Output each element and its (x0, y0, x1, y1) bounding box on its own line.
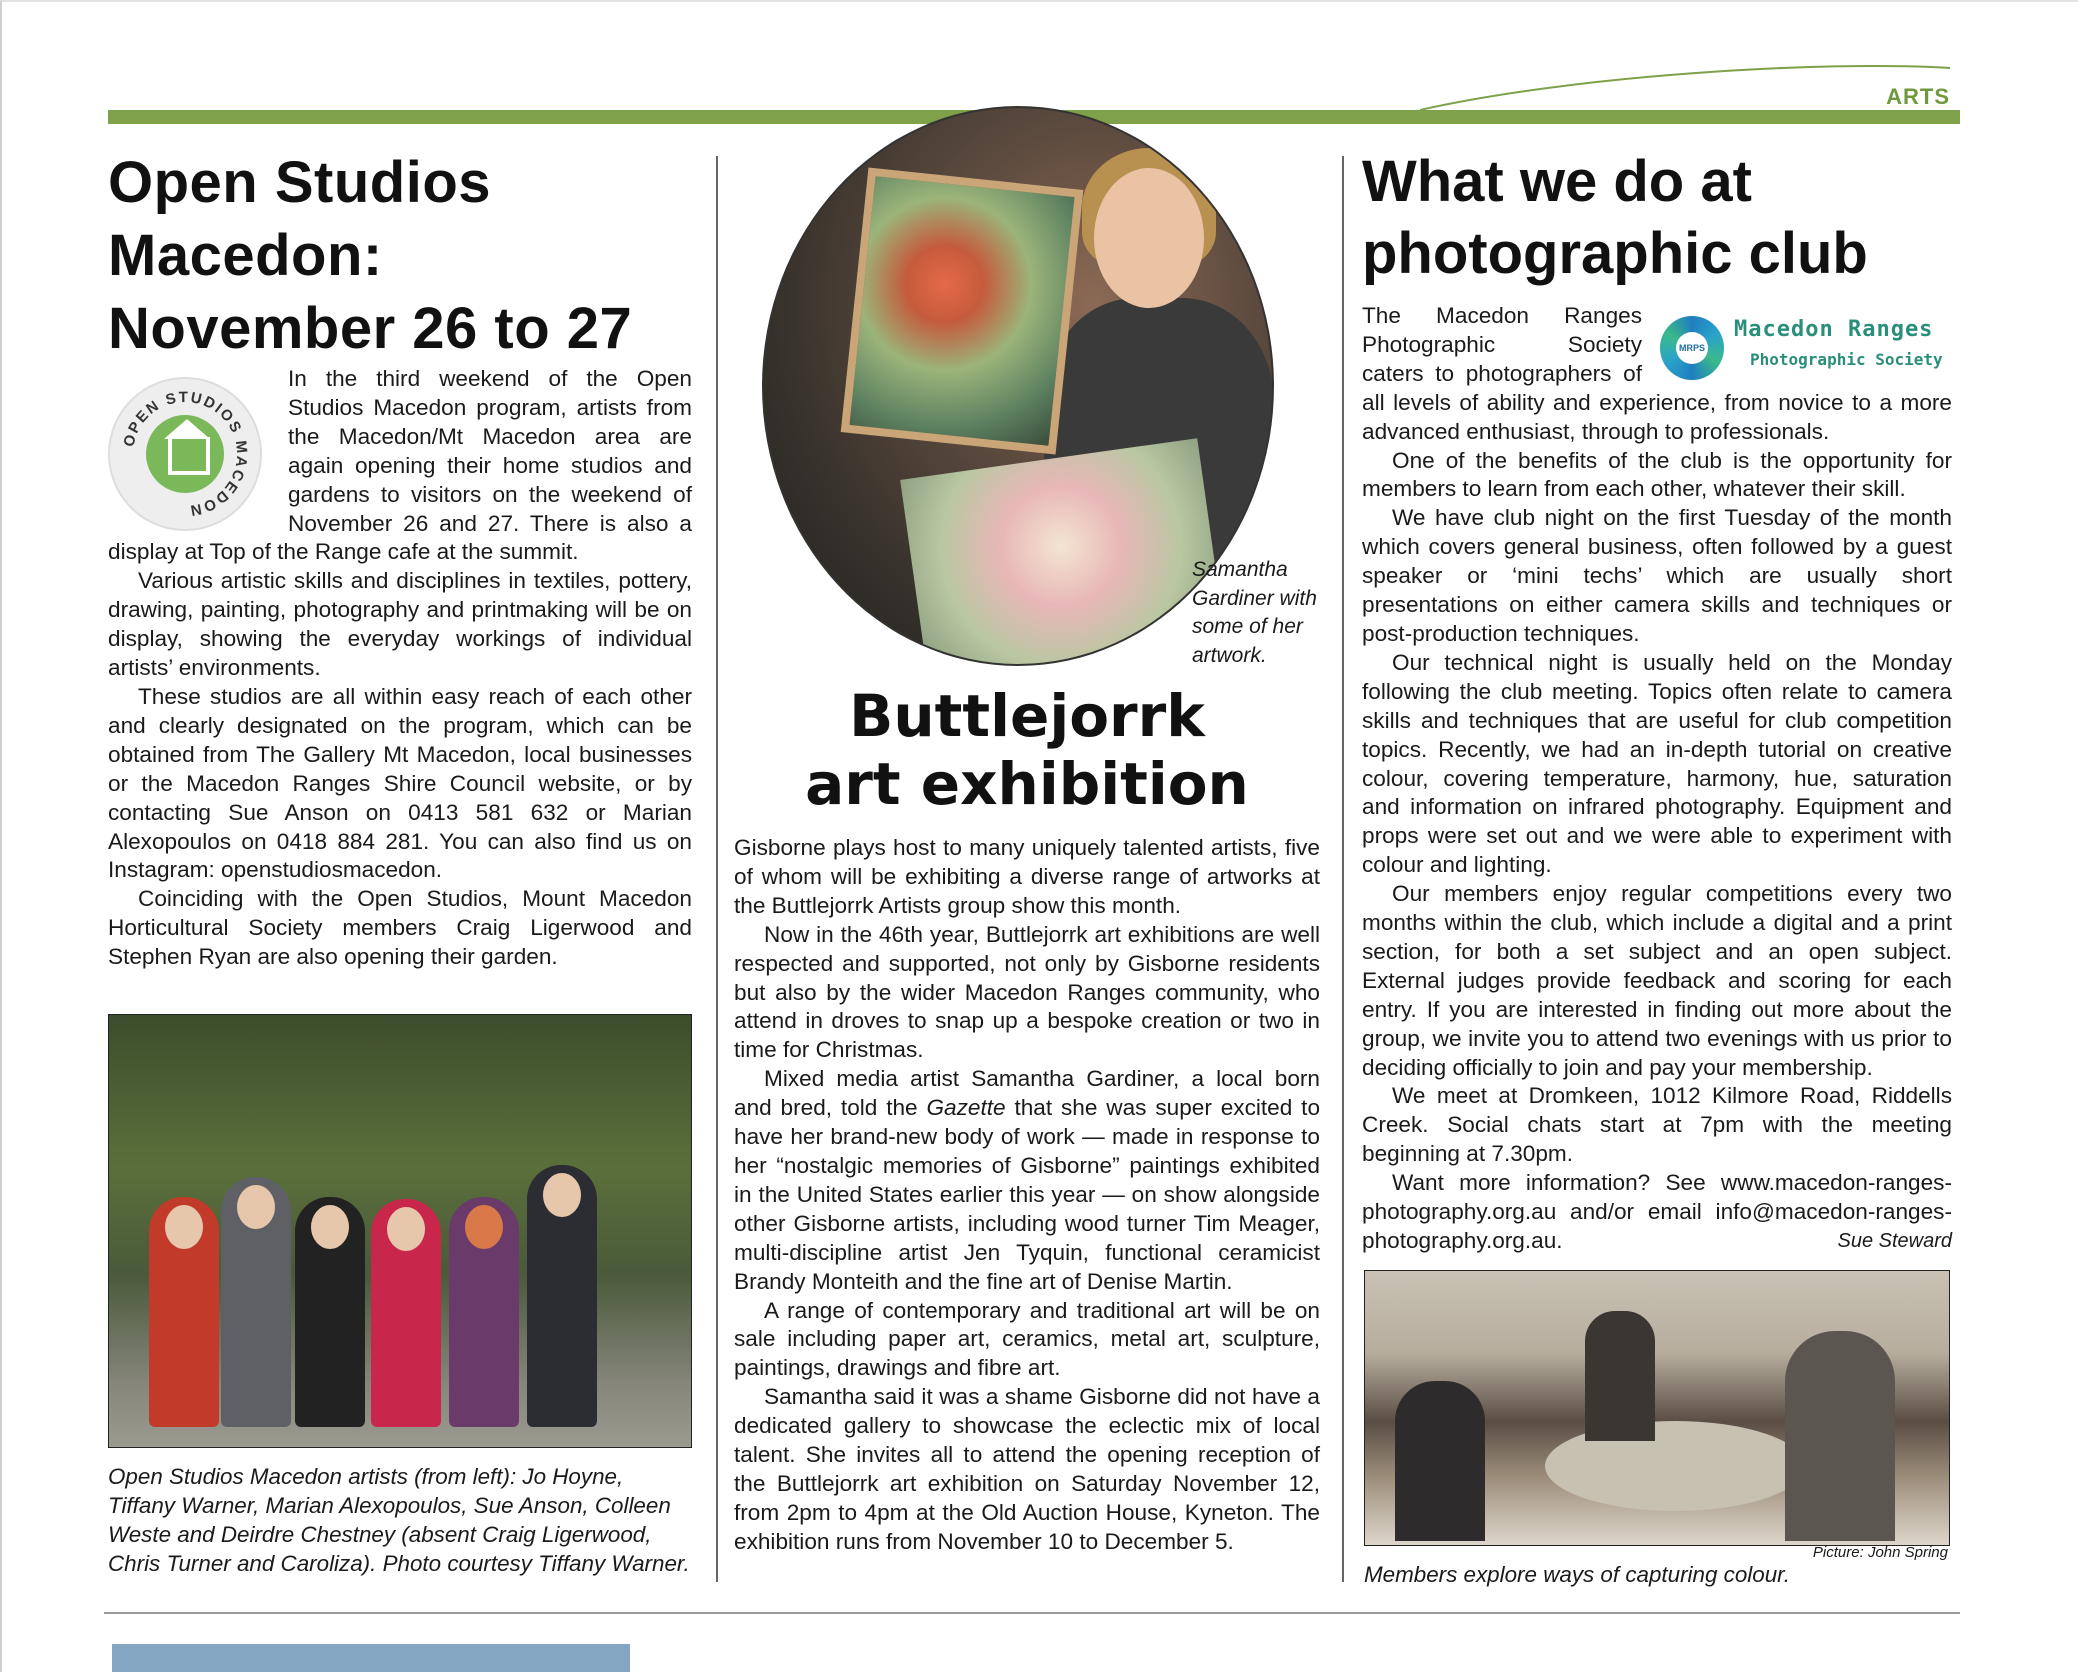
photo-caption: Samantha Gardiner with some of her artwork. (1192, 558, 1317, 667)
paragraph: Our technical night is usually held on the Monday following the club meeting. Topics often relate to camera skills and techniques that are useful for club competition topics. Recently, we had an in-depth tutorial on creative colour, covering temperature, harmony, hue, saturation and information on infrared photography. Equipment and props were set out and we were able to experiment with colour and lighting. (1362, 649, 1952, 878)
paragraph: In the third weekend of the Open Studios Macedon program, artists from the Macedon/Mt Macedon area are again opening their home studios and gardens to visitors on the weekend of November 26 and 27. There is also a display at Top of the Range cafe at the summit. (108, 366, 692, 565)
paragraph: Now in the 46th year, Buttlejorrk art exhibitions are well respected and supported, not only by Gisborne residents but also by the wider Macedon Ranges community, who attend in droves to snap up a bespoke creation or two in time for Christmas. (734, 921, 1320, 1063)
photo-credit: Picture: John Spring (1812, 1544, 1948, 1561)
paragraph: Want more information? See www.macedon-ranges-photography.org.au and/or email info@macedon-ranges-photography.org.au. (1362, 1170, 1952, 1253)
paragraph: One of the benefits of the club is the opportunity for members to learn from each other, whatever their skill. (1362, 447, 1952, 502)
paragraph: Our members enjoy regular competitions every two months within the club, which include a digital and a print section, for both a set subject and an open subject. External judges provide feedback and scoring for each entry. If you are interested in finding out more about the group, we invite you to attend two evenings with us prior to deciding officially to join and pay your membership. (1362, 881, 1952, 1080)
photo-caption: Members explore ways of capturing colour. (1364, 1562, 1791, 1587)
paragraph: We meet at Dromkeen, 1012 Kilmore Road, Riddells Creek. Social chats start at 7pm with the meeting beginning at 7.30pm. (1362, 1083, 1952, 1167)
paragraph: Various artistic skills and disciplines in textiles, pottery, drawing, painting, photography and printmaking will be on display, showing the everyday workings of individual artists’ environments. (108, 568, 692, 681)
mrps-logo: MRPS Macedon Ranges Photographic Society (1660, 302, 1952, 382)
article-photographic-club (1362, 146, 1952, 1256)
article-title: Buttlejorrk art exhibition (805, 682, 1249, 818)
bottom-rule (104, 1612, 1960, 1614)
column-divider-2 (1342, 156, 1344, 1582)
paragraph: The Macedon Ranges Photographic Society caters to photographers of all levels of ability and experience, from novice to a more advanced enthusiast, through to professionals. (1362, 303, 1952, 444)
paragraph: These studios are all within easy reach of each other and clearly designated on the program, which can be obtained from The Gallery Mt Macedon, local businesses or the Macedon Ranges Shire Council website, or by contacting Sue Anson on 0413 581 632 or Marian Alexopoulos on 0418 884 281. You can also find us on Instagram: openstudiosmacedon. (108, 683, 692, 883)
paragraph: Coinciding with the Open Studios, Mount Macedon Horticultural Society members Craig Ligerwood and Stephen Ryan are also opening their garden. (108, 886, 692, 970)
header-swoosh (1420, 56, 1960, 116)
photo-caption: Open Studios Macedon artists (from left): Jo Hoyne, Tiffany Warner, Marian Alexopoulos, Sue Anson, Colleen Weste and Deirdre Chestney (absent Craig Ligerwood, Chris Turner and Caroliza). Photo courtesy Tiffany Warner. (108, 1464, 690, 1576)
open-studios-logo (108, 377, 276, 535)
article-title: Open Studios Macedon: November 26 to 27 (108, 150, 633, 361)
column-divider-1 (716, 156, 718, 1582)
section-label: ARTS (1886, 84, 1950, 109)
author-byline: Sue Steward (1837, 1229, 1952, 1252)
camera-aperture-icon: MRPS (1660, 316, 1724, 380)
next-page-banner (112, 1644, 630, 1672)
paragraph: We have club night on the first Tuesday of the month which covers general business, often followed by a guest speaker or ‘mini techs’ which are usually short presentations on either camera skills and techniques or post-production techniques. (1362, 505, 1952, 646)
paragraph: A range of contemporary and traditional art will be on sale including paper art, ceramics, metal art, sculpture, paintings, drawings and fibre art. (734, 1297, 1320, 1381)
article-title: What we do at photographic club (1362, 149, 1868, 286)
logo-ring-text: OPEN STUDIOS MACEDON (120, 388, 251, 520)
artists-group-photo (108, 1014, 692, 1448)
club-members-photo (1364, 1270, 1950, 1546)
article-open-studios (108, 146, 692, 972)
paragraph: Samantha said it was a shame Gisborne did not have a dedicated gallery to showcase the eclectic mix of local talent. She invites all to attend the opening reception of the Buttlejorrk art exhibition on Saturday November 12, from 2pm to 4pm at the Old Auction House, Kyneton. The exhibition runs from November 10 to December 5. (734, 1384, 1320, 1554)
paragraph: Gisborne plays host to many uniquely talented artists, five of whom will be exhibiting a diverse range of artworks at the Buttlejorrk Artists group show this month. (734, 835, 1320, 918)
paragraph: Mixed media artist Samantha Gardiner, a local born and bred, told the Gazette that she was super excited to have her brand-new body of work — made in response to her “nostalgic memories of Gisborne” paintings exhibited in the United States earlier this year — on show alongside other Gisborne artists, including wood turner Tim Meager, multi-discipline artist Jen Tyquin, functional ceramicist Brandy Monteith and the fine art of Denise Martin. (734, 1066, 1321, 1294)
article-buttlejorrk (734, 682, 1320, 1557)
